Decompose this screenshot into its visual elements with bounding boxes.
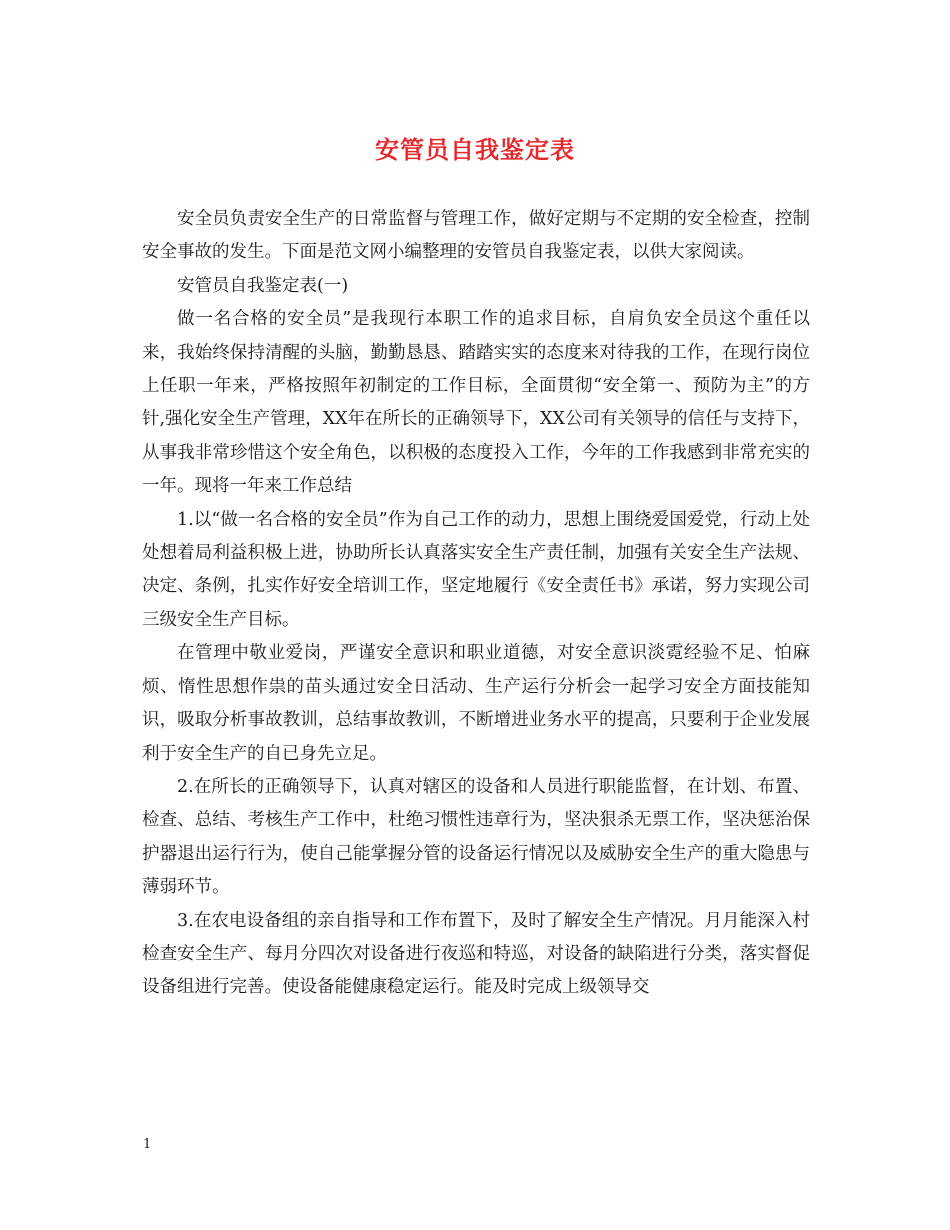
paragraph-section-heading: 安管员自我鉴定表(一) (177, 275, 349, 296)
paragraph-management: 在管理中敬业爱岗，严谨安全意识和职业道德，对安全意识淡霓经验不足、怕麻烦、惰性思想作祟的苗头通过安全日活动、生产运行分析会一起学习安全方面技能知识，吸取分析事故教训，总结事故教训，不断增进业务水平的提高，只要利于企业发展利于安全生产的自已身先立足。 (142, 643, 810, 764)
paragraph-intro: 安全员负责安全生产的日常监督与管理工作，做好定期与不定期的安全检查，控制安全事故的发生。下面是范文网小编整理的安管员自我鉴定表，以供大家阅读。 (142, 209, 810, 263)
page-number: 1 (143, 1137, 152, 1152)
document-body (142, 203, 810, 1005)
paragraph-point-2: 2.在所长的正确领导下，认真对辖区的设备和人员进行职能监督，在计划、布置、检查、总结、考核生产工作中，杜绝习惯性违章行为，坚决狠杀无票工作，坚决惩治保护器退出运行行为，使自己能掌握分管的设备运行情况以及威胁安全生产的重大隐患与薄弱环节。 (142, 776, 810, 898)
paragraph-point-1: 1.以“做一名合格的安全员”作为自己工作的动力，思想上围绕爱国爱党，行动上处处想着局利益积极上进，协助所长认真落实安全生产责任制，加强有关安全生产法规、决定、条例，扎实作好安全培训工作，坚定地履行《安全责任书》承诺，努力实现公司三级安全生产目标。 (142, 509, 810, 630)
paragraph-overview: 做一名合格的安全员”是我现行本职工作的追求目标，自肩负安全员这个重任以来，我始终保持清醒的头脑，勤勤恳恳、踏踏实实的态度来对待我的工作，在现行岗位上任职一年来，严格按照年初制定的工作目标，全面贯彻“安全第一、预防为主”的方针,强化安全生产管理，XX年在所长的正确领导下，XX公司有关领导的信任与支持下，从事我非常珍惜这个安全角色，以积极的态度投入工作，今年的工作我感到非常充实的一年。现将一年来工作总结 (142, 309, 810, 497)
document-title: 安管员自我鉴定表 (375, 135, 575, 164)
paragraph-point-3: 3.在农电设备组的亲自指导和工作布置下，及时了解安全生产情况。月月能深入村检查安全生产、每月分四次对设备进行夜巡和特巡，对设备的缺陷进行分类，落实督促设备组进行完善。使设备能健康稳定运行。能及时完成上级领导交 (142, 910, 810, 998)
